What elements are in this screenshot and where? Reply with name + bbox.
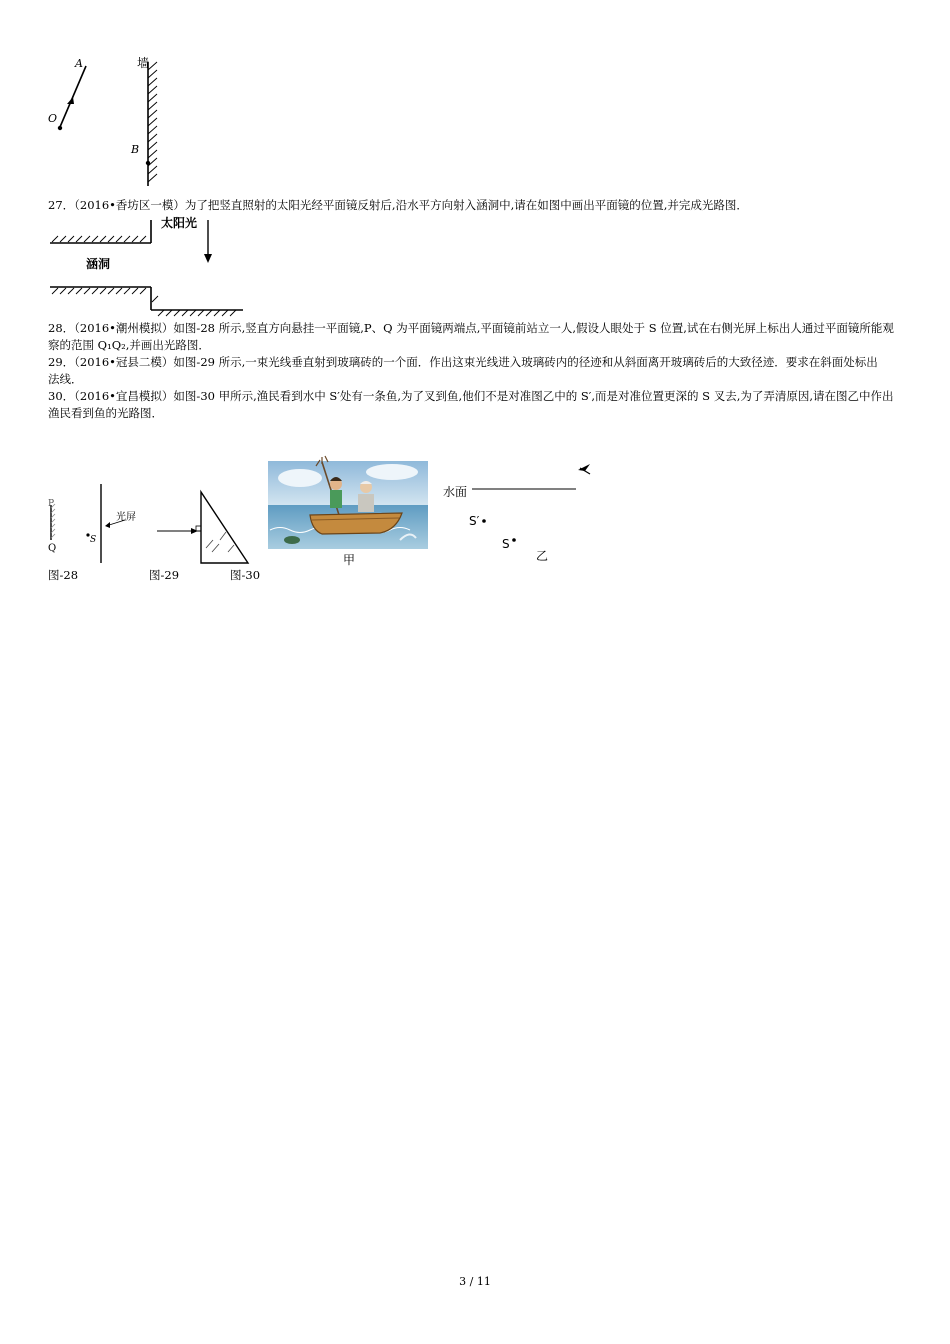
point-p-label: P xyxy=(48,499,55,509)
point-o-label: O xyxy=(48,112,58,125)
figure-30-caption: 图-30 xyxy=(230,568,261,582)
question-27-text: 27．（2016•香坊区一模）为了把竖直照射的太阳光经平面镜反射后,沿水平方向射入涵洞中,请在如图中画出平面镜的位置,并完成光路图． xyxy=(48,198,748,212)
image-point-s-prime-label: S′ xyxy=(469,514,480,528)
yi-label: 乙 xyxy=(536,549,549,563)
question-30-line-1: 30．（2016•宜昌模拟）如图-30 甲所示,渔民看到水中 S′处有一条鱼,为了叉到鱼,他们不是对准图乙中的 S′,而是对准位置更深的 S 叉去,为了弄清原因,请在图乙中作出 xyxy=(48,389,894,403)
fish-point-s-label: S xyxy=(502,537,510,551)
point-a-label: A xyxy=(75,57,83,70)
question-28-line-1: 28．（2016•潮州模拟）如图-28 所示,竖直方向悬挂一平面镜,P、Q 为平面镜两端点,平面镜前站立一人,假设人眼处于 S 位置,试在右侧光屏上标出人通过平面镜所能观 xyxy=(48,321,894,335)
sunlight-label: 太阳光 xyxy=(161,216,198,230)
point-q-label: Q xyxy=(48,543,57,554)
wall-label: 墙 xyxy=(137,56,150,70)
question-30-line-2: 渔民看到鱼的光路图． xyxy=(48,406,163,420)
figure-30-yi-drawing xyxy=(0,0,950,600)
figure-28-caption: 图-28 xyxy=(48,568,79,582)
jia-label: 甲 xyxy=(343,553,356,567)
question-29-line-1: 29．（2016•冠县二模）如图-29 所示,一束光线垂直射到玻璃砖的一个面．作出这束光线进入玻璃砖内的径迹和从斜面离开玻璃砖后的大致径迹．要求在斜面处标出 xyxy=(48,355,878,369)
screen-label: 光屏 xyxy=(116,512,136,523)
question-28-line-2: 察的范围 Q₁Q₂,并画出光路图． xyxy=(48,338,210,352)
point-b-label: B xyxy=(131,143,140,156)
question-29-line-2: 法线． xyxy=(48,372,83,386)
culvert-label: 涵洞 xyxy=(86,257,111,271)
water-surface-label: 水面 xyxy=(443,485,468,499)
figure-29-caption: 图-29 xyxy=(149,568,180,582)
page-number: 3 / 11 xyxy=(459,1275,491,1288)
point-s-label: S xyxy=(90,535,97,545)
